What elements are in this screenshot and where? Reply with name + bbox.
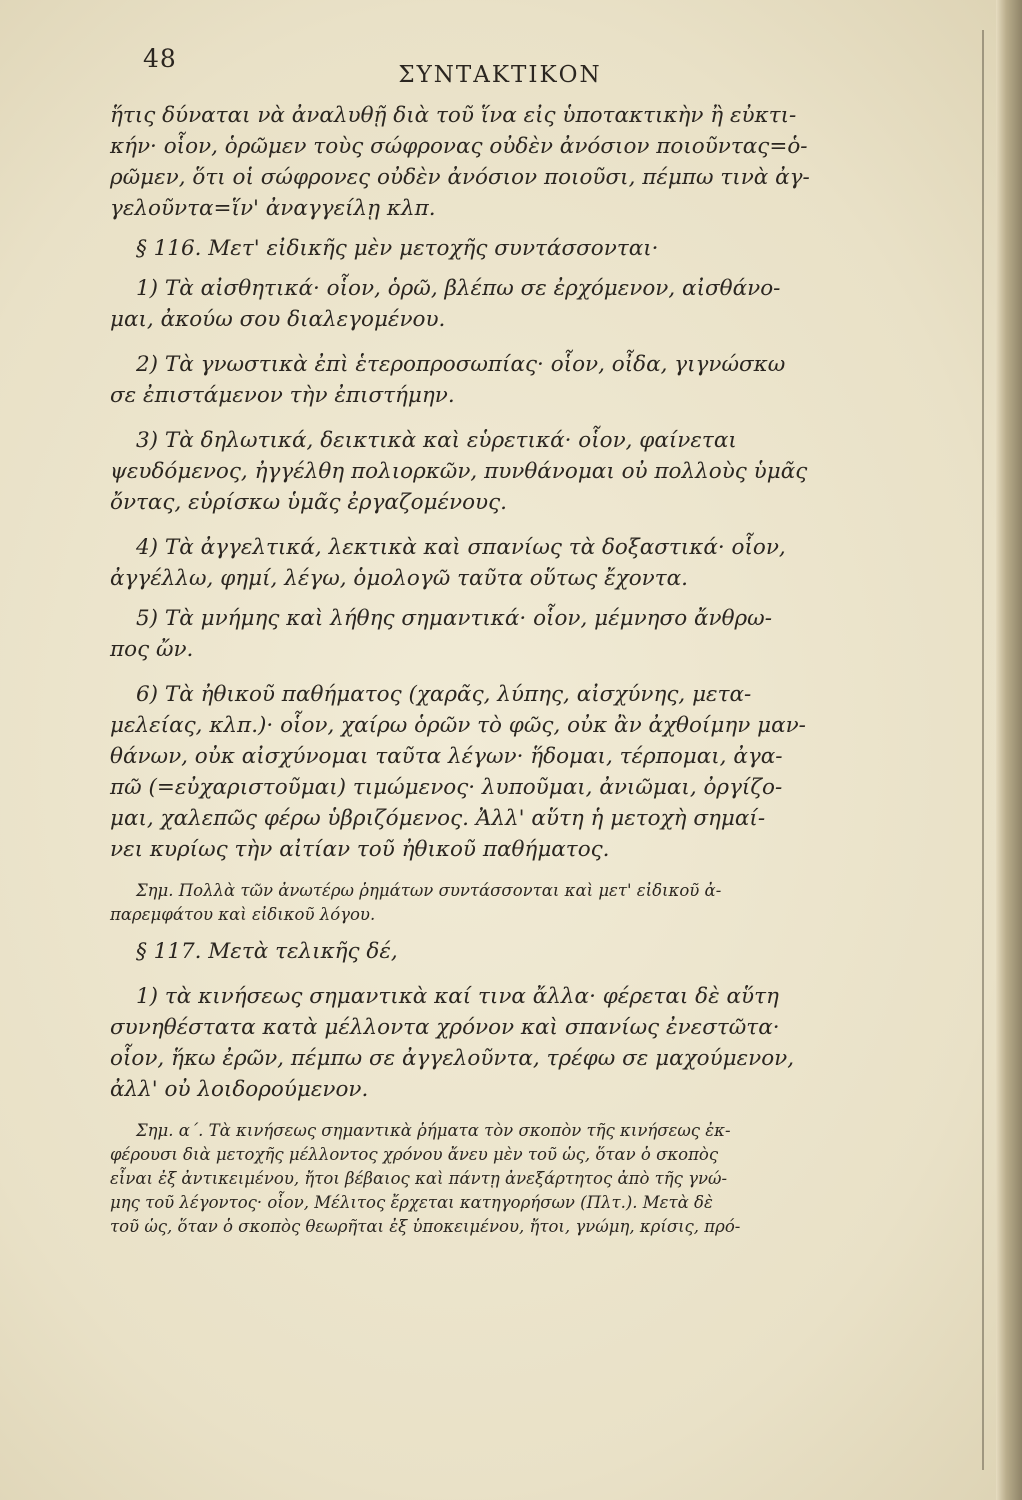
text-line: μαι, ἀκούω σου διαλεγομένου. (110, 307, 446, 332)
running-head: ΣΥΝΤΑΚΤΙΚΟΝ (398, 62, 602, 88)
note-section-117 (110, 1119, 850, 1239)
text-line: νει κυρίως τὴν αἰτίαν τοῦ ἠθικοῦ παθήματος. (110, 837, 610, 862)
text-line: συνηθέστατα κατὰ μέλλοντα χρόνον καὶ σπανίως ἐνεστῶτα· (110, 1015, 780, 1040)
text-line: § 116. Μετ' εἰδικῆς μὲν μετοχῆς συντάσσονται· (136, 236, 659, 261)
text-line: ἀγγέλλω, φημί, λέγω, ὁμολογῶ ταῦτα οὕτως ἔχοντα. (110, 566, 688, 591)
text-line: παρεμφάτου καὶ εἰδικοῦ λόγου. (110, 905, 376, 924)
text-line: Σημ. Πολλὰ τῶν ἀνωτέρω ῥημάτων συντάσσονται καὶ μετ' εἰδικοῦ ἀ- (136, 881, 722, 900)
text-line: 3) Τὰ δηλωτικά, δεικτικὰ καὶ εὑρετικά· οἷον, φαίνεται (136, 428, 737, 453)
text-line: ἥτις δύναται νὰ ἀναλυθῇ διὰ τοῦ ἵνα εἰς ὑποτακτικὴν ἢ εὐκτι- (110, 103, 797, 128)
body-section-116 (110, 100, 850, 865)
text-line: § 117. Μετὰ τελικῆς δέ, (136, 939, 398, 964)
page-edge-line (982, 30, 984, 1470)
text-line: γελοῦντα=ἵν' ἀναγγείλῃ κλπ. (110, 196, 436, 221)
text-line: 4) Τὰ ἀγγελτικά, λεκτικὰ καὶ σπανίως τὰ δοξαστικά· οἷον, (136, 535, 786, 560)
page-text (110, 100, 850, 1239)
text-line: πος ὤν. (110, 637, 194, 662)
note-section-116 (110, 879, 850, 927)
text-line: μελείας, κλπ.)· οἷον, χαίρω ὁρῶν τὸ φῶς, οὐκ ἂν ἀχθοίμην μαν- (110, 713, 806, 738)
text-line: 6) Τὰ ἠθικοῦ παθήματος (χαρᾶς, λύπης, αἰσχύνης, μετα- (136, 682, 752, 707)
text-line: κήν· οἷον, ὁρῶμεν τοὺς σώφρονας οὐδὲν ἀνόσιον ποιοῦντας=ὁ- (110, 134, 808, 159)
text-line: θάνων, οὐκ αἰσχύνομαι ταῦτα λέγων· ἥδομαι, τέρπομαι, ἀγα- (110, 744, 783, 769)
text-line: μαι, χαλεπῶς φέρω ὑβριζόμενος. Ἀλλ' αὕτη ἡ μετοχὴ σημαί- (110, 806, 766, 831)
text-line: εἶναι ἐξ ἀντικειμένου, ἤτοι βέβαιος καὶ πάντῃ ἀνεξάρτητος ἀπὸ τῆς γνώ- (110, 1169, 728, 1188)
text-line: 1) Τὰ αἰσθητικά· οἷον, ὁρῶ, βλέπω σε ἐρχόμενον, αἰσθάνο- (136, 276, 781, 301)
text-line: ὄντας, εὑρίσκω ὑμᾶς ἐργαζομένους. (110, 490, 508, 515)
text-line: ψευδόμενος, ἠγγέλθη πολιορκῶν, πυνθάνομαι οὐ πολλοὺς ὑμᾶς (110, 459, 808, 484)
page-gutter (996, 0, 1022, 1500)
text-line: ρῶμεν, ὅτι οἱ σώφρονες οὐδὲν ἀνόσιον ποιοῦσι, πέμπω τινὰ ἀγ- (110, 165, 810, 190)
text-line: πῶ (=εὐχαριστοῦμαι) τιμώμενος· λυποῦμαι, ἀνιῶμαι, ὀργίζο- (110, 775, 783, 800)
text-line: 5) Τὰ μνήμης καὶ λήθης σημαντικά· οἷον, μέμνησο ἄνθρω- (136, 606, 772, 631)
text-line: φέρουσι διὰ μετοχῆς μέλλοντος χρόνου ἄνευ μὲν τοῦ ὡς, ὅταν ὁ σκοπὸς (110, 1145, 719, 1164)
text-line: τοῦ ὡς, ὅταν ὁ σκοπὸς θεωρῆται ἐξ ὑποκειμένου, ἤτοι, γνώμη, κρίσις, πρό- (110, 1217, 741, 1236)
text-line: 2) Τὰ γνωστικὰ ἐπὶ ἑτεροπροσωπίας· οἷον, οἶδα, γιγνώσκω (136, 352, 786, 377)
text-line: ἀλλ' οὐ λοιδορούμενον. (110, 1077, 369, 1102)
body-section-117 (110, 936, 850, 1105)
text-line: 1) τὰ κινήσεως σημαντικὰ καί τινα ἄλλα· φέρεται δὲ αὕτη (136, 984, 779, 1009)
page-number: 48 (143, 44, 177, 73)
text-line: μης τοῦ λέγοντος· οἷον, Μέλιτος ἔρχεται κατηγορήσων (Πλτ.). Μετὰ δὲ (110, 1193, 713, 1212)
text-line: σε ἐπιστάμενον τὴν ἐπιστήμην. (110, 383, 455, 408)
text-line: οἷον, ἥκω ἐρῶν, πέμπω σε ἀγγελοῦντα, τρέφω σε μαχούμενον, (110, 1046, 795, 1071)
text-line: Σημ. α΄. Τὰ κινήσεως σημαντικὰ ῥήματα τὸν σκοπὸν τῆς κινήσεως ἐκ- (136, 1121, 731, 1140)
